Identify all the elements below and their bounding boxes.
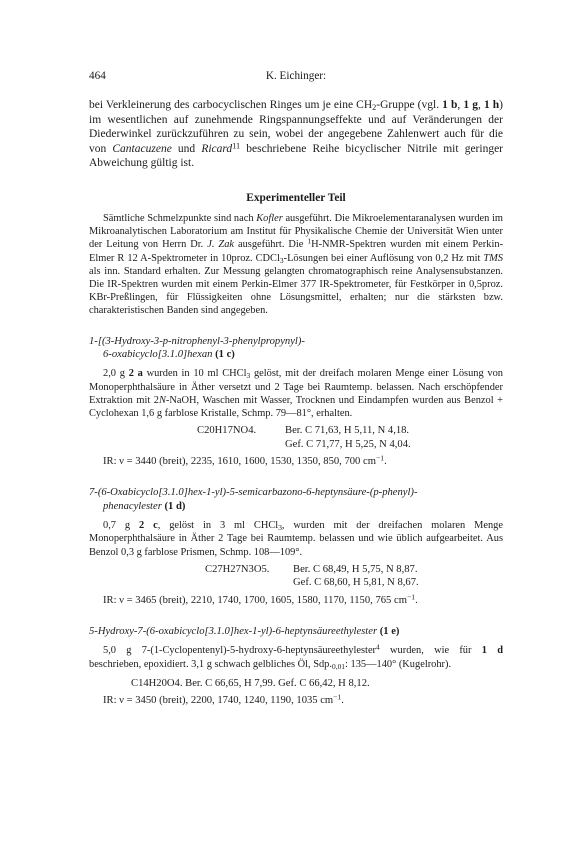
formula: C27H27N3O5. — [205, 563, 270, 575]
found: Gef. C 68,60, H 5,81, N 8,67. — [293, 577, 419, 589]
compound-1d-ir: IR: ν = 3465 (breit), 2210, 1740, 1700, 1605, 1580, 1170, 1150, 765 $cm^{-1}$. — [103, 592, 418, 606]
compound-1d-title: 7-(6-Oxabicyclo[3.1.0]hex-1-yl)-5-semicarbazono-6-heptynsäure-(p-phenyl)- phenacylester (1 d) — [89, 487, 418, 512]
calculated: Ber. C 68,49, H 5,75, N 8,87. — [293, 563, 418, 575]
page-number: 464 — [89, 70, 106, 82]
formula: C20H17NO4. — [197, 425, 257, 437]
compound-1e-ir: IR: ν = 3450 (breit), 2200, 1740, 1240, 1190, 1035 $cm^{-1}$. — [103, 692, 344, 707]
experimental-paragraph: Sämtliche Schmelzpunkte sind nach Kofler ausgeführt. Die Mikroelementaranalysen wurden im Mikroanalytischen Laboratorium am Institut für Physikalische Chemie der Universität Wien unter der Leitung von Herrn Dr. J. Zak ausgeführt. Die $^1$H-NMR-Spektren wurden mit einem Perkin-Elmer R 12 A-Spektrometer in 10proz. CDCl$_3$-Lösungen bei einer Auflösung von 0,2 Hz mit TMS als inn. Standard erhalten. Zur Messung gelangten chromatographisch reine Analysensubstanzen. Die IR-Spektren wurden mit einem Perkin-Elmer 377 IR-Spektrometer, für Festkörper in 0,5proz. KBr-Preßlingen, für Flüssigkeiten ohne Lösungsmittel, erhalten; nur die stärksten bzw. charakteristischen Banden sind angegeben. — [89, 212, 503, 317]
compound-1c-analysis — [89, 424, 503, 451]
section-title: Experimenteller Teil — [246, 191, 346, 204]
compound-1c-procedure: 2,0 g 2 a wurden in 10 ml CHCl$_3$ gelöst, mit der dreifach molaren Menge einer Lösung von Monoperphthalsäure in Äther versetzt und 2 Tage bei Raumtemp. belassen. Nach erschöpfender Extraktion mit 2N-NaOH, Waschen mit Wasser, Trocknen und Eindampfen wurden aus Benzol + Cyclohexan 1,6 g farblose Kristalle, Schmp. 79—81°, erhalten. — [89, 368, 503, 420]
compound-1c-ir: IR: ν = 3440 (breit), 2235, 1610, 1600, 1530, 1350, 850, 700 $cm^{-1}$. — [103, 453, 387, 468]
compound-1e-analysis: C14H20O4. Ber. C 66,65, H 7,99. Gef. C 66,42, H 8,12. — [131, 677, 370, 689]
intro-paragraph: bei Verkleinerung des carbocyclischen Ringes um je eine $CH_2$-Gruppe (vgl. 1 b, 1 g, 1 h) im wesentlichen auf zunehmende Ringspannungseffekte und auf Veränderungen der Diederwinkel zurückzuführen zu sein, wobei der angegebene Zahlenwert auch für die von Cantacuzene und Ricard$^{11}$ beschriebene Reihe bicyclischer Nitrile mit geringer Abweichung gültig ist. — [89, 99, 504, 170]
found: Gef. C 71,77, H 5,25, N 4,04. — [285, 438, 411, 450]
compound-1e-procedure: 5,0 g 7-(1-Cyclopentenyl)-5-hydroxy-6-heptynsäureethylester$^4$ wurden, wie für 1 d beschrieben, epoxidiert. 3,1 g schwach gelbliches Öl, $Sdp._{0,01}$: 135—140° (Kugelrohr). — [89, 643, 503, 671]
running-header — [89, 70, 503, 82]
compound-1d-analysis — [89, 563, 503, 590]
running-author: K. Eichinger: — [265, 70, 327, 82]
compound-1d-procedure: 0,7 g 2 c, gelöst in 3 ml CHCl$_3$, wurden mit der dreifachen molaren Menge Monoperphthalsäure in Äther 2 Tage bei Raumtemp. belassen und wie üblich aufgearbeitet. Aus Benzol 0,3 g farblose Prismen, Schmp. 108—109°. — [89, 520, 503, 558]
journal-page — [89, 70, 503, 708]
compound-1e-title: 5-Hydroxy-7-(6-oxabicyclo[3.1.0]hex-1-yl)-6-heptynsäureethylester (1 e) — [89, 626, 400, 638]
compound-1c-title: 1-[(3-Hydroxy-3-p-nitrophenyl-3-phenylpropynyl)- 6-oxabicyclo[3.1.0]hexan (1 c) — [89, 335, 305, 360]
calculated: Ber. C 71,63, H 5,11, N 4,18. — [285, 425, 410, 437]
